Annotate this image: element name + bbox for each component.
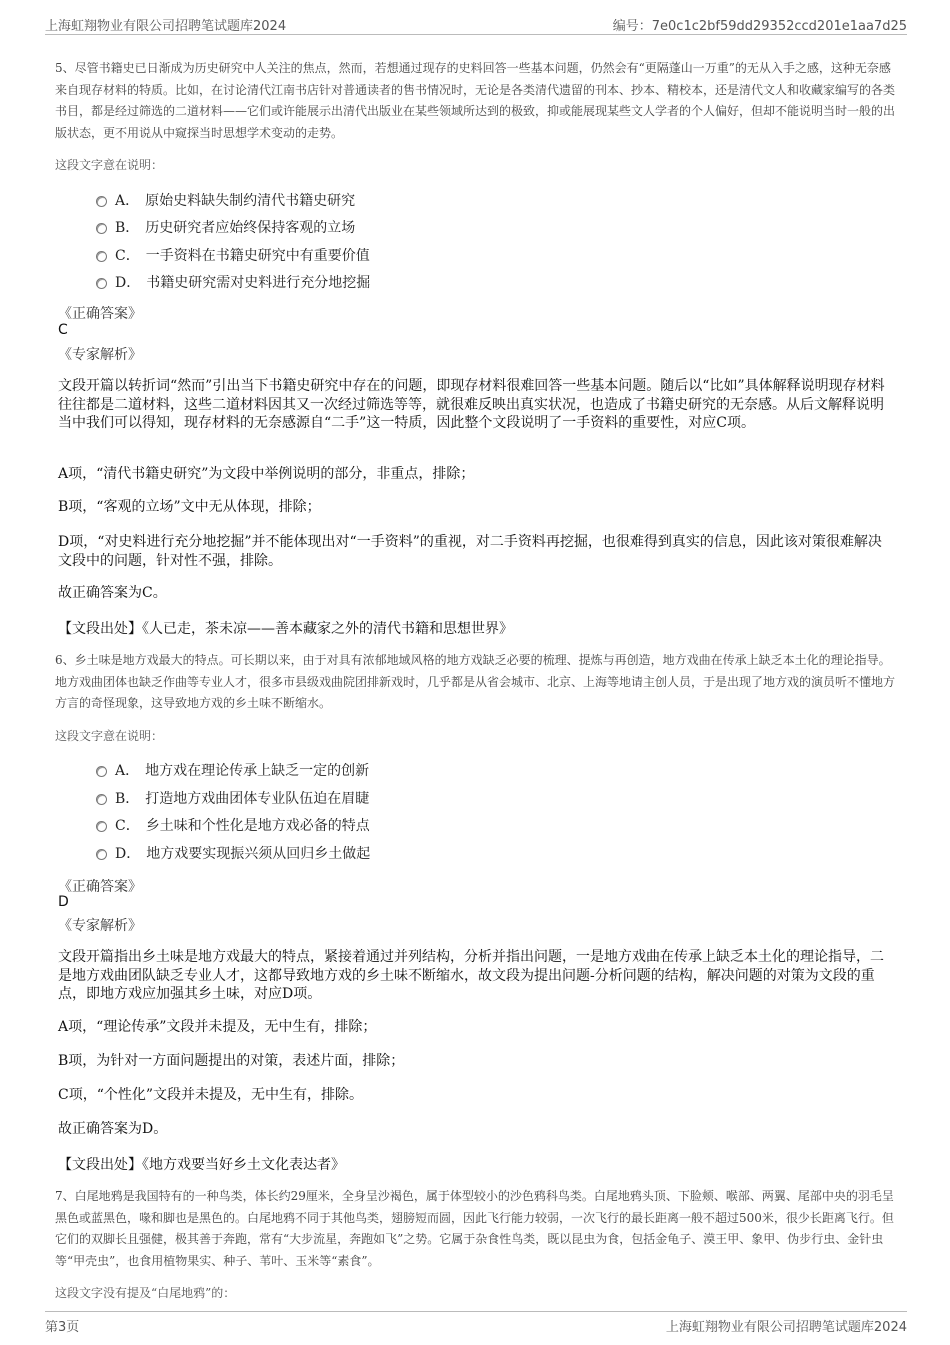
radio-icon[interactable]	[96, 849, 107, 860]
question-7-prompt: 这段文字没有提及“白尾地鸦”的：	[55, 1286, 236, 1300]
question-6-answer: D	[58, 894, 69, 910]
question-5-conclusion: 故正确答案为C。	[58, 585, 167, 601]
option-letter: D．	[115, 846, 141, 862]
question-6-option-a[interactable]	[96, 760, 369, 782]
question-5-answer: C	[58, 322, 68, 338]
header-title: 上海虹翔物业有限公司招聘笔试题库2024	[45, 19, 287, 34]
option-letter: A．	[115, 193, 140, 209]
question-5-analysis-d: D项，“对史料进行充分地挖掘”并不能体现出对“一手资料”的重视，对二手资料再挖掘，也很难得到真实的信息，因此该对策很难解决文段中的问题，针对性不强，排除。	[58, 534, 882, 569]
question-6-option-b[interactable]	[96, 788, 369, 810]
question-5-prompt: 这段文字意在说明：	[55, 158, 164, 172]
page-footer	[45, 1311, 907, 1334]
page-number: 第3页	[45, 1320, 80, 1335]
question-5-analysis-main: 文段开篇以转折词“然而”引出当下书籍史研究中存在的问题，即现存材料很难回答一些基本问题。随后以“比如”具体解释说明现存材料往往都是二道材料，这些二道材料因其又一次经过筛选等等，就很难反映出真实状况，也造成了书籍史研究的无奈感。从后文解释说明当中我们可以得知，现存材料的无奈感源自“二手”这一特质，因此整个文段说明了一手资料的重要性，对应C项。	[58, 378, 885, 431]
question-5-answer-label: 《正确答案》	[58, 306, 142, 322]
option-text: 地方戏要实现振兴须从回归乡土做起	[146, 846, 371, 862]
question-6-analysis-label: 《专家解析》	[58, 918, 142, 934]
footer-title: 上海虹翔物业有限公司招聘笔试题库2024	[665, 1320, 907, 1335]
option-text: 乡土味和个性化是地方戏必备的特点	[145, 818, 370, 834]
page-header	[45, 12, 907, 35]
question-5-option-a[interactable]	[96, 190, 355, 212]
option-text: 地方戏在理论传承上缺乏一定的创新	[145, 763, 370, 779]
radio-icon[interactable]	[96, 278, 107, 289]
question-6-analysis-c: C项，“个性化”文段并未提及，无中生有，排除。	[58, 1087, 364, 1103]
option-letter: C．	[115, 248, 140, 264]
option-text: 书籍史研究需对史料进行充分地挖掘	[146, 275, 371, 291]
radio-icon[interactable]	[96, 196, 107, 207]
question-6-conclusion: 故正确答案为D。	[58, 1121, 168, 1137]
header-code-label: 编号：	[612, 19, 652, 34]
header-code	[613, 15, 907, 34]
question-6-text: 6、乡土味是地方戏最大的特点。可长期以来，由于对具有浓郁地域风格的地方戏缺乏必要的梳理、提炼与再创造，地方戏曲在传承上缺乏本土化的理论指导。地方戏曲团体也缺乏作曲等专业人才，很多市县级戏曲院团排新戏时，几乎都是从省会城市、北京、上海等地请主创人员，于是出现了地方戏的演员听不懂地方方言的奇怪现象，这导致地方戏的乡土味不断缩水。	[55, 653, 896, 710]
question-6-source: 【文段出处】《地方戏要当好乡土文化表达者》	[58, 1157, 345, 1173]
option-text: 打造地方戏曲团体专业队伍迫在眉睫	[145, 791, 370, 807]
question-5-analysis-label: 《专家解析》	[58, 347, 142, 363]
option-letter: D．	[115, 275, 141, 291]
option-letter: C．	[115, 818, 140, 834]
question-5-option-d[interactable]	[96, 272, 370, 294]
radio-icon[interactable]	[96, 223, 107, 234]
radio-icon[interactable]	[96, 251, 107, 262]
question-6-option-d[interactable]	[96, 843, 370, 865]
question-6-answer-label: 《正确答案》	[58, 879, 142, 895]
question-6-analysis-b: B项，为针对一方面问题提出的对策，表述片面，排除；	[58, 1053, 405, 1069]
option-text: 一手资料在书籍史研究中有重要价值	[145, 248, 370, 264]
question-5-analysis-b: B项，“客观的立场”文中无从体现，排除；	[58, 499, 321, 515]
question-5-option-c[interactable]	[96, 245, 370, 267]
question-5-analysis-a: A项，“清代书籍史研究”为文段中举例说明的部分，非重点，排除；	[58, 466, 475, 482]
option-text: 原始史料缺失制约清代书籍史研究	[145, 193, 356, 209]
option-letter: B．	[115, 791, 140, 807]
question-6-analysis-a: A项，“理论传承”文段并未提及，无中生有，排除；	[58, 1019, 377, 1035]
option-text: 历史研究者应始终保持客观的立场	[145, 220, 356, 236]
question-6-prompt: 这段文字意在说明：	[55, 729, 164, 743]
question-5-source: 【文段出处】《人已走，茶未凉——善本藏家之外的清代书籍和思想世界》	[58, 621, 513, 637]
radio-icon[interactable]	[96, 821, 107, 832]
question-5-text: 5、尽管书籍史已日渐成为历史研究中人关注的焦点，然而，若想通过现存的史料回答一些基本问题，仍然会有“更隔蓬山一万重”的无从入手之感，这种无奈感来自现存材料的特质。比如，在讨论清代江南书店针对普通读者的售书情况时，无论是各类清代遗留的刊本、抄本、精校本，还是清代文人和收藏家编写的各类书目，都是经过筛选的二道材料——它们或许能展示出清代出版业在某些领域所达到的极致，抑或能展现某些文人学者的个人偏好，但却不能说明当时一般的出版状态，更不用说从中窥探当时思想学术变动的走势。	[55, 61, 896, 140]
option-letter: B．	[115, 220, 140, 236]
question-5-option-b[interactable]	[96, 217, 355, 239]
radio-icon[interactable]	[96, 766, 107, 777]
question-6-option-c[interactable]	[96, 815, 370, 837]
option-letter: A．	[115, 763, 140, 779]
question-6-analysis-main: 文段开篇指出乡土味是地方戏最大的特点，紧接着通过并列结构，分析并指出问题，一是地方戏曲在传承上缺乏本土化的理论指导，二是地方戏曲团队缺乏专业人才，这都导致地方戏的乡土味不断缩水，故文段为提出问题-分析问题的结构，解决问题的对策为文段的重点，即地方戏应加强其乡土味，对应D项。	[58, 949, 884, 1002]
header-code-value: 7e0c1c2bf59dd29352ccd201e1aa7d25	[651, 19, 907, 34]
radio-icon[interactable]	[96, 794, 107, 805]
question-7-text: 7、白尾地鸦是我国特有的一种鸟类，体长约29厘米，全身呈沙褐色，属于体型较小的沙色鸦科鸟类。白尾地鸦头顶、下脸颊、喉部、两翼、尾部中央的羽毛呈黑色或蓝黑色，喙和脚也是黑色的。白尾地鸦不同于其他鸟类，翅膀短而圆，因此飞行能力较弱，一次飞行的最长距离一般不超过500米，很少长距离飞行。但它们的双脚长且强健，极其善于奔跑，常有“大步流星，奔跑如飞”之势。它属于杂食性鸟类，既以昆虫为食，包括金龟子、漠王甲、象甲、伪步行虫、金针虫等“甲壳虫”，也食用植物果实、种子、苇叶、玉米等“素食”。	[55, 1189, 894, 1268]
